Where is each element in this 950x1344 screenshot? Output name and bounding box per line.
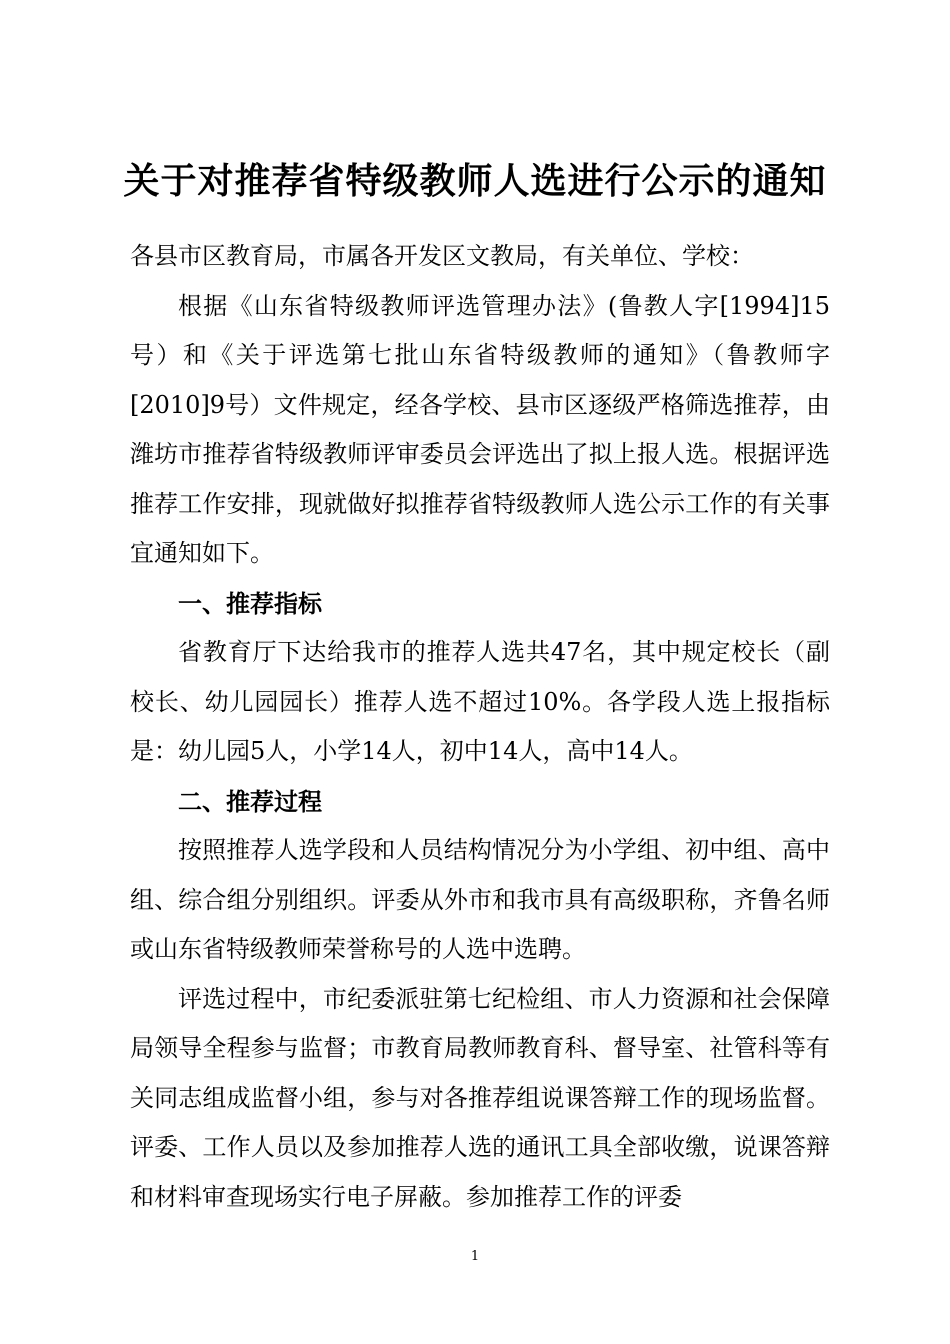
section-heading-process: 二、推荐过程 [178, 786, 322, 816]
intro-paragraph: 根据《山东省特级教师评选管理办法》(鲁教人字[1994]15号）和《关于评选第七批山东省特级教师的通知》（鲁教师字[2010]9号）文件规定，经各学校、县市区逐级严格筛选推荐，由潍坊市推荐省特级教师评审委员会评选出了拟上报人选。根据评选推荐工作安排，现就做好拟推荐省特级教师人选公示工作的有关事宜通知如下。 [130, 291, 830, 567]
document-body [130, 232, 830, 1222]
page-number: 1 [470, 1249, 480, 1264]
section-heading-quota: 一、推荐指标 [178, 588, 322, 618]
process-paragraph-2: 评选过程中，市纪委派驻第七纪检组、市人力资源和社会保障局领导全程参与监督；市教育局教师教育科、督导室、社管科等有关同志组成监督小组，参与对各推荐组说课答辩工作的现场监督。评委、工作人员以及参加推荐人选的通讯工具全部收缴，说课答辩和材料审查现场实行电子屏蔽。参加推荐工作的评委 [130, 984, 830, 1211]
quota-paragraph: 省教育厅下达给我市的推荐人选共47名，其中规定校长（副校长、幼儿园园长）推荐人选不超过10%。各学段人选上报指标是：幼儿园5人，小学14人，初中14人，高中14人。 [130, 638, 830, 765]
salutation: 各县市区教育局，市属各开发区文教局，有关单位、学校： [130, 242, 754, 270]
process-paragraph-1: 按照推荐人选学段和人员结构情况分为小学组、初中组、高中组、综合组分别组织。评委从外市和我市具有高级职称，齐鲁名师或山东省特级教师荣誉称号的人选中选聘。 [130, 836, 830, 963]
document-title: 关于对推荐省特级教师人选进行公示的通知 [123, 160, 827, 202]
